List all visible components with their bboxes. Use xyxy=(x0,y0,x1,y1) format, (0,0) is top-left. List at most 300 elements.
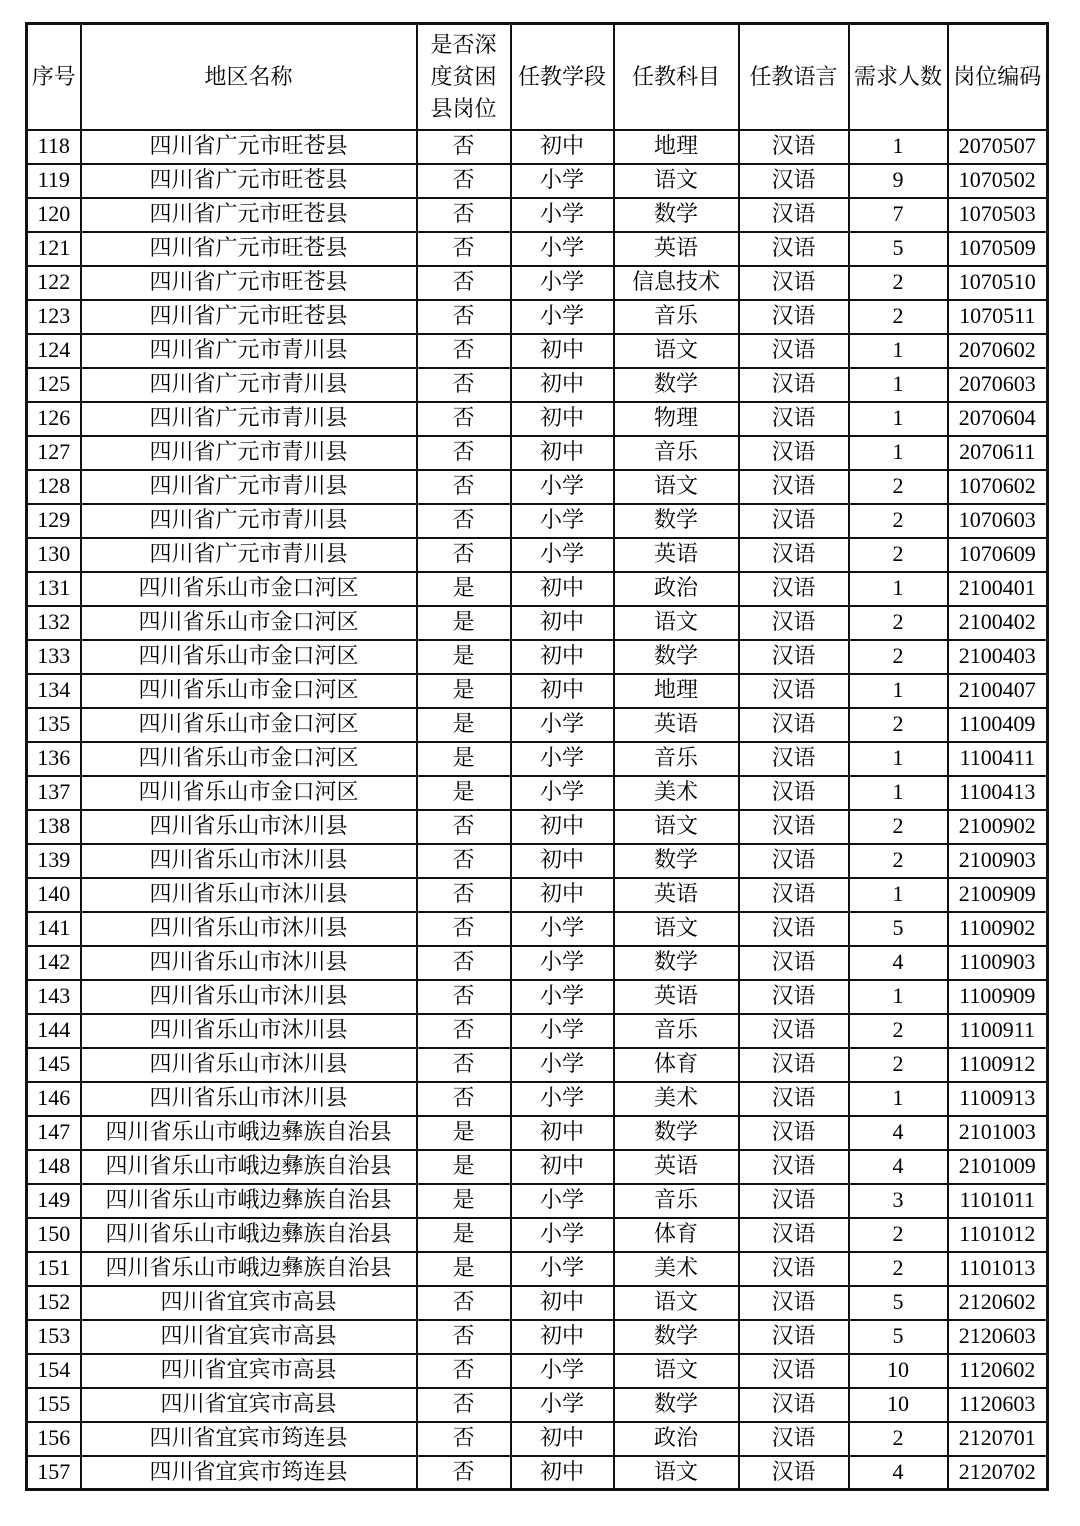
cell-poverty-county: 否 xyxy=(417,844,511,878)
cell-region: 四川省乐山市金口河区 xyxy=(81,640,417,674)
table-row xyxy=(27,1252,1048,1286)
cell-language: 汉语 xyxy=(739,1354,849,1388)
cell-region: 四川省广元市青川县 xyxy=(81,470,417,504)
cell-region: 四川省乐山市金口河区 xyxy=(81,742,417,776)
cell-region: 四川省宜宾市高县 xyxy=(81,1354,417,1388)
cell-poverty-county: 否 xyxy=(417,436,511,470)
cell-poverty-county: 否 xyxy=(417,232,511,266)
cell-subject: 语文 xyxy=(614,470,739,504)
cell-poverty-county: 否 xyxy=(417,130,511,164)
cell-subject: 音乐 xyxy=(614,1184,739,1218)
cell-subject: 英语 xyxy=(614,878,739,912)
cell-demand-count: 2 xyxy=(849,844,948,878)
cell-index: 130 xyxy=(27,538,81,572)
table-row xyxy=(27,946,1048,980)
cell-demand-count: 2 xyxy=(849,470,948,504)
cell-index: 124 xyxy=(27,334,81,368)
cell-post-code: 2100407 xyxy=(948,674,1048,708)
cell-region: 四川省广元市青川县 xyxy=(81,436,417,470)
header-poverty-county-label: 是否深度贫困县岗位 xyxy=(430,31,497,121)
cell-post-code: 1070511 xyxy=(948,300,1048,334)
cell-index: 119 xyxy=(27,164,81,198)
table-row xyxy=(27,606,1048,640)
cell-post-code: 2070603 xyxy=(948,368,1048,402)
cell-demand-count: 10 xyxy=(849,1354,948,1388)
cell-index: 154 xyxy=(27,1354,81,1388)
cell-school-level: 初中 xyxy=(511,674,614,708)
cell-region: 四川省乐山市金口河区 xyxy=(81,776,417,810)
cell-index: 141 xyxy=(27,912,81,946)
cell-school-level: 小学 xyxy=(511,232,614,266)
table-row xyxy=(27,640,1048,674)
cell-region: 四川省乐山市沐川县 xyxy=(81,810,417,844)
cell-region: 四川省乐山市沐川县 xyxy=(81,1048,417,1082)
cell-region: 四川省乐山市金口河区 xyxy=(81,606,417,640)
cell-post-code: 1100409 xyxy=(948,708,1048,742)
cell-index: 151 xyxy=(27,1252,81,1286)
cell-region: 四川省广元市旺苍县 xyxy=(81,198,417,232)
table-row xyxy=(27,1150,1048,1184)
cell-region: 四川省广元市青川县 xyxy=(81,538,417,572)
cell-poverty-county: 否 xyxy=(417,1082,511,1116)
cell-post-code: 1101012 xyxy=(948,1218,1048,1252)
table-row xyxy=(27,742,1048,776)
cell-demand-count: 4 xyxy=(849,1150,948,1184)
cell-index: 120 xyxy=(27,198,81,232)
cell-language: 汉语 xyxy=(739,1252,849,1286)
cell-subject: 数学 xyxy=(614,640,739,674)
cell-demand-count: 3 xyxy=(849,1184,948,1218)
cell-subject: 美术 xyxy=(614,1082,739,1116)
cell-language: 汉语 xyxy=(739,946,849,980)
cell-subject: 美术 xyxy=(614,1252,739,1286)
cell-subject: 地理 xyxy=(614,674,739,708)
cell-poverty-county: 否 xyxy=(417,538,511,572)
cell-demand-count: 7 xyxy=(849,198,948,232)
cell-subject: 数学 xyxy=(614,1320,739,1354)
cell-school-level: 初中 xyxy=(511,130,614,164)
cell-region: 四川省广元市青川县 xyxy=(81,504,417,538)
table-row xyxy=(27,402,1048,436)
cell-poverty-county: 否 xyxy=(417,504,511,538)
cell-demand-count: 2 xyxy=(849,708,948,742)
header-school-level: 任教学段 xyxy=(511,24,614,130)
cell-subject: 语文 xyxy=(614,164,739,198)
cell-school-level: 小学 xyxy=(511,912,614,946)
cell-subject: 英语 xyxy=(614,708,739,742)
cell-region: 四川省乐山市沐川县 xyxy=(81,1082,417,1116)
cell-demand-count: 5 xyxy=(849,912,948,946)
cell-region: 四川省乐山市金口河区 xyxy=(81,708,417,742)
cell-post-code: 1100909 xyxy=(948,980,1048,1014)
table-row xyxy=(27,1116,1048,1150)
table-row xyxy=(27,198,1048,232)
cell-school-level: 小学 xyxy=(511,266,614,300)
cell-school-level: 小学 xyxy=(511,300,614,334)
cell-poverty-county: 否 xyxy=(417,946,511,980)
cell-demand-count: 2 xyxy=(849,1252,948,1286)
cell-demand-count: 2 xyxy=(849,504,948,538)
teaching-posts-table xyxy=(25,22,1049,1491)
cell-subject: 语文 xyxy=(614,912,739,946)
cell-post-code: 1100912 xyxy=(948,1048,1048,1082)
cell-demand-count: 2 xyxy=(849,1218,948,1252)
cell-post-code: 2100902 xyxy=(948,810,1048,844)
cell-poverty-county: 否 xyxy=(417,470,511,504)
cell-demand-count: 4 xyxy=(849,946,948,980)
cell-poverty-county: 否 xyxy=(417,1286,511,1320)
cell-language: 汉语 xyxy=(739,1116,849,1150)
table-row xyxy=(27,232,1048,266)
cell-region: 四川省广元市青川县 xyxy=(81,402,417,436)
cell-language: 汉语 xyxy=(739,1150,849,1184)
cell-demand-count: 2 xyxy=(849,1422,948,1456)
cell-subject: 数学 xyxy=(614,368,739,402)
cell-subject: 英语 xyxy=(614,232,739,266)
cell-poverty-county: 否 xyxy=(417,402,511,436)
cell-poverty-county: 否 xyxy=(417,368,511,402)
cell-subject: 语文 xyxy=(614,1286,739,1320)
cell-school-level: 小学 xyxy=(511,538,614,572)
cell-school-level: 初中 xyxy=(511,436,614,470)
cell-language: 汉语 xyxy=(739,708,849,742)
cell-subject: 数学 xyxy=(614,1116,739,1150)
cell-region: 四川省广元市旺苍县 xyxy=(81,266,417,300)
cell-demand-count: 2 xyxy=(849,266,948,300)
cell-language: 汉语 xyxy=(739,912,849,946)
cell-post-code: 1100911 xyxy=(948,1014,1048,1048)
cell-demand-count: 2 xyxy=(849,1048,948,1082)
cell-school-level: 初中 xyxy=(511,606,614,640)
cell-demand-count: 2 xyxy=(849,606,948,640)
cell-post-code: 1100913 xyxy=(948,1082,1048,1116)
cell-poverty-county: 否 xyxy=(417,810,511,844)
cell-post-code: 2120602 xyxy=(948,1286,1048,1320)
table-row xyxy=(27,130,1048,164)
cell-demand-count: 9 xyxy=(849,164,948,198)
cell-demand-count: 5 xyxy=(849,1320,948,1354)
cell-post-code: 2100403 xyxy=(948,640,1048,674)
cell-index: 132 xyxy=(27,606,81,640)
cell-school-level: 初中 xyxy=(511,368,614,402)
cell-subject: 数学 xyxy=(614,844,739,878)
cell-school-level: 初中 xyxy=(511,1422,614,1456)
cell-index: 155 xyxy=(27,1388,81,1422)
cell-poverty-county: 是 xyxy=(417,1252,511,1286)
cell-school-level: 小学 xyxy=(511,1354,614,1388)
cell-language: 汉语 xyxy=(739,844,849,878)
cell-school-level: 初中 xyxy=(511,1320,614,1354)
cell-school-level: 小学 xyxy=(511,1218,614,1252)
cell-language: 汉语 xyxy=(739,980,849,1014)
cell-index: 128 xyxy=(27,470,81,504)
cell-school-level: 小学 xyxy=(511,946,614,980)
table-row xyxy=(27,1048,1048,1082)
cell-school-level: 小学 xyxy=(511,980,614,1014)
cell-subject: 英语 xyxy=(614,1150,739,1184)
cell-subject: 英语 xyxy=(614,538,739,572)
cell-post-code: 2070604 xyxy=(948,402,1048,436)
cell-index: 157 xyxy=(27,1456,81,1490)
cell-school-level: 小学 xyxy=(511,198,614,232)
cell-language: 汉语 xyxy=(739,742,849,776)
cell-post-code: 1120603 xyxy=(948,1388,1048,1422)
table-row xyxy=(27,266,1048,300)
cell-language: 汉语 xyxy=(739,538,849,572)
cell-subject: 数学 xyxy=(614,504,739,538)
cell-language: 汉语 xyxy=(739,300,849,334)
cell-region: 四川省广元市旺苍县 xyxy=(81,232,417,266)
cell-post-code: 1100411 xyxy=(948,742,1048,776)
cell-subject: 音乐 xyxy=(614,1014,739,1048)
cell-index: 146 xyxy=(27,1082,81,1116)
cell-index: 123 xyxy=(27,300,81,334)
cell-poverty-county: 否 xyxy=(417,1422,511,1456)
cell-subject: 音乐 xyxy=(614,436,739,470)
cell-school-level: 小学 xyxy=(511,1252,614,1286)
cell-subject: 数学 xyxy=(614,946,739,980)
cell-language: 汉语 xyxy=(739,402,849,436)
table-row xyxy=(27,912,1048,946)
cell-language: 汉语 xyxy=(739,1184,849,1218)
cell-subject: 信息技术 xyxy=(614,266,739,300)
cell-school-level: 小学 xyxy=(511,164,614,198)
cell-poverty-county: 是 xyxy=(417,776,511,810)
cell-region: 四川省广元市青川县 xyxy=(81,368,417,402)
cell-region: 四川省宜宾市高县 xyxy=(81,1286,417,1320)
cell-demand-count: 5 xyxy=(849,1286,948,1320)
cell-post-code: 1100902 xyxy=(948,912,1048,946)
cell-poverty-county: 是 xyxy=(417,1184,511,1218)
header-row xyxy=(27,24,1048,130)
table-row xyxy=(27,708,1048,742)
cell-language: 汉语 xyxy=(739,606,849,640)
cell-poverty-county: 是 xyxy=(417,1218,511,1252)
cell-subject: 语文 xyxy=(614,334,739,368)
cell-index: 118 xyxy=(27,130,81,164)
table-row xyxy=(27,538,1048,572)
cell-school-level: 初中 xyxy=(511,334,614,368)
cell-region: 四川省乐山市峨边彝族自治县 xyxy=(81,1218,417,1252)
cell-region: 四川省乐山市沐川县 xyxy=(81,946,417,980)
cell-school-level: 小学 xyxy=(511,776,614,810)
table-body xyxy=(27,130,1048,1490)
cell-demand-count: 1 xyxy=(849,334,948,368)
cell-poverty-county: 是 xyxy=(417,1116,511,1150)
cell-index: 150 xyxy=(27,1218,81,1252)
cell-school-level: 小学 xyxy=(511,1014,614,1048)
cell-school-level: 初中 xyxy=(511,402,614,436)
cell-language: 汉语 xyxy=(739,232,849,266)
cell-language: 汉语 xyxy=(739,130,849,164)
cell-region: 四川省广元市旺苍县 xyxy=(81,130,417,164)
cell-school-level: 小学 xyxy=(511,708,614,742)
cell-post-code: 1100903 xyxy=(948,946,1048,980)
cell-post-code: 1070609 xyxy=(948,538,1048,572)
cell-school-level: 小学 xyxy=(511,1048,614,1082)
cell-demand-count: 1 xyxy=(849,368,948,402)
cell-post-code: 2070507 xyxy=(948,130,1048,164)
cell-index: 125 xyxy=(27,368,81,402)
cell-poverty-county: 否 xyxy=(417,1354,511,1388)
table-row xyxy=(27,1354,1048,1388)
table-row xyxy=(27,436,1048,470)
cell-index: 135 xyxy=(27,708,81,742)
cell-language: 汉语 xyxy=(739,572,849,606)
cell-school-level: 小学 xyxy=(511,470,614,504)
cell-poverty-county: 否 xyxy=(417,198,511,232)
header-post-code: 岗位编码 xyxy=(948,24,1048,130)
header-language: 任教语言 xyxy=(739,24,849,130)
cell-demand-count: 2 xyxy=(849,300,948,334)
cell-index: 149 xyxy=(27,1184,81,1218)
cell-region: 四川省乐山市峨边彝族自治县 xyxy=(81,1150,417,1184)
cell-poverty-county: 是 xyxy=(417,1150,511,1184)
cell-index: 156 xyxy=(27,1422,81,1456)
header-region: 地区名称 xyxy=(81,24,417,130)
cell-demand-count: 1 xyxy=(849,572,948,606)
cell-region: 四川省乐山市沐川县 xyxy=(81,912,417,946)
cell-language: 汉语 xyxy=(739,164,849,198)
cell-school-level: 小学 xyxy=(511,742,614,776)
cell-language: 汉语 xyxy=(739,1082,849,1116)
cell-school-level: 小学 xyxy=(511,504,614,538)
cell-language: 汉语 xyxy=(739,640,849,674)
table-row xyxy=(27,1422,1048,1456)
cell-subject: 英语 xyxy=(614,980,739,1014)
cell-index: 140 xyxy=(27,878,81,912)
table-row xyxy=(27,164,1048,198)
cell-index: 148 xyxy=(27,1150,81,1184)
cell-demand-count: 10 xyxy=(849,1388,948,1422)
cell-poverty-county: 是 xyxy=(417,674,511,708)
cell-region: 四川省乐山市沐川县 xyxy=(81,844,417,878)
cell-demand-count: 2 xyxy=(849,538,948,572)
cell-index: 152 xyxy=(27,1286,81,1320)
cell-school-level: 初中 xyxy=(511,1116,614,1150)
cell-language: 汉语 xyxy=(739,198,849,232)
cell-school-level: 初中 xyxy=(511,572,614,606)
table-row xyxy=(27,300,1048,334)
cell-demand-count: 1 xyxy=(849,776,948,810)
cell-school-level: 初中 xyxy=(511,1286,614,1320)
cell-region: 四川省乐山市峨边彝族自治县 xyxy=(81,1252,417,1286)
cell-demand-count: 1 xyxy=(849,1082,948,1116)
cell-index: 147 xyxy=(27,1116,81,1150)
cell-demand-count: 1 xyxy=(849,402,948,436)
cell-language: 汉语 xyxy=(739,436,849,470)
cell-school-level: 初中 xyxy=(511,1456,614,1490)
cell-demand-count: 1 xyxy=(849,878,948,912)
cell-demand-count: 1 xyxy=(849,980,948,1014)
cell-post-code: 1101013 xyxy=(948,1252,1048,1286)
cell-demand-count: 1 xyxy=(849,436,948,470)
cell-post-code: 1070503 xyxy=(948,198,1048,232)
cell-region: 四川省宜宾市高县 xyxy=(81,1320,417,1354)
cell-post-code: 1070510 xyxy=(948,266,1048,300)
cell-language: 汉语 xyxy=(739,266,849,300)
cell-subject: 语文 xyxy=(614,606,739,640)
cell-region: 四川省宜宾市筠连县 xyxy=(81,1456,417,1490)
table-row xyxy=(27,334,1048,368)
cell-index: 142 xyxy=(27,946,81,980)
cell-region: 四川省广元市青川县 xyxy=(81,334,417,368)
cell-school-level: 小学 xyxy=(511,1184,614,1218)
cell-language: 汉语 xyxy=(739,1320,849,1354)
cell-subject: 地理 xyxy=(614,130,739,164)
cell-index: 127 xyxy=(27,436,81,470)
cell-poverty-county: 否 xyxy=(417,300,511,334)
cell-region: 四川省乐山市沐川县 xyxy=(81,980,417,1014)
table-row xyxy=(27,470,1048,504)
cell-post-code: 2100909 xyxy=(948,878,1048,912)
cell-post-code: 2070611 xyxy=(948,436,1048,470)
cell-school-level: 小学 xyxy=(511,1082,614,1116)
cell-language: 汉语 xyxy=(739,1048,849,1082)
cell-index: 129 xyxy=(27,504,81,538)
cell-poverty-county: 否 xyxy=(417,1014,511,1048)
cell-index: 138 xyxy=(27,810,81,844)
cell-post-code: 1070602 xyxy=(948,470,1048,504)
header-index: 序号 xyxy=(27,24,81,130)
cell-demand-count: 4 xyxy=(849,1456,948,1490)
cell-poverty-county: 否 xyxy=(417,878,511,912)
table-row xyxy=(27,368,1048,402)
cell-demand-count: 4 xyxy=(849,1116,948,1150)
cell-index: 139 xyxy=(27,844,81,878)
cell-poverty-county: 是 xyxy=(417,606,511,640)
cell-poverty-county: 否 xyxy=(417,1388,511,1422)
cell-index: 153 xyxy=(27,1320,81,1354)
table-row xyxy=(27,980,1048,1014)
cell-post-code: 2101009 xyxy=(948,1150,1048,1184)
cell-post-code: 1120602 xyxy=(948,1354,1048,1388)
table-row xyxy=(27,1388,1048,1422)
cell-index: 134 xyxy=(27,674,81,708)
cell-post-code: 1070603 xyxy=(948,504,1048,538)
cell-demand-count: 2 xyxy=(849,810,948,844)
table-row xyxy=(27,1218,1048,1252)
cell-poverty-county: 是 xyxy=(417,572,511,606)
cell-poverty-county: 否 xyxy=(417,912,511,946)
cell-region: 四川省乐山市金口河区 xyxy=(81,674,417,708)
cell-index: 137 xyxy=(27,776,81,810)
cell-index: 126 xyxy=(27,402,81,436)
cell-index: 122 xyxy=(27,266,81,300)
cell-language: 汉语 xyxy=(739,368,849,402)
table-row xyxy=(27,572,1048,606)
cell-subject: 语文 xyxy=(614,1456,739,1490)
cell-subject: 政治 xyxy=(614,572,739,606)
cell-school-level: 初中 xyxy=(511,844,614,878)
cell-poverty-county: 否 xyxy=(417,1048,511,1082)
cell-language: 汉语 xyxy=(739,1286,849,1320)
table-row xyxy=(27,674,1048,708)
cell-region: 四川省乐山市金口河区 xyxy=(81,572,417,606)
cell-region: 四川省乐山市峨边彝族自治县 xyxy=(81,1184,417,1218)
cell-language: 汉语 xyxy=(739,810,849,844)
cell-subject: 音乐 xyxy=(614,742,739,776)
cell-demand-count: 2 xyxy=(849,640,948,674)
table-row xyxy=(27,1082,1048,1116)
cell-language: 汉语 xyxy=(739,776,849,810)
cell-poverty-county: 是 xyxy=(417,742,511,776)
table-row xyxy=(27,504,1048,538)
cell-post-code: 2120603 xyxy=(948,1320,1048,1354)
cell-school-level: 小学 xyxy=(511,1388,614,1422)
cell-index: 136 xyxy=(27,742,81,776)
cell-language: 汉语 xyxy=(739,1456,849,1490)
